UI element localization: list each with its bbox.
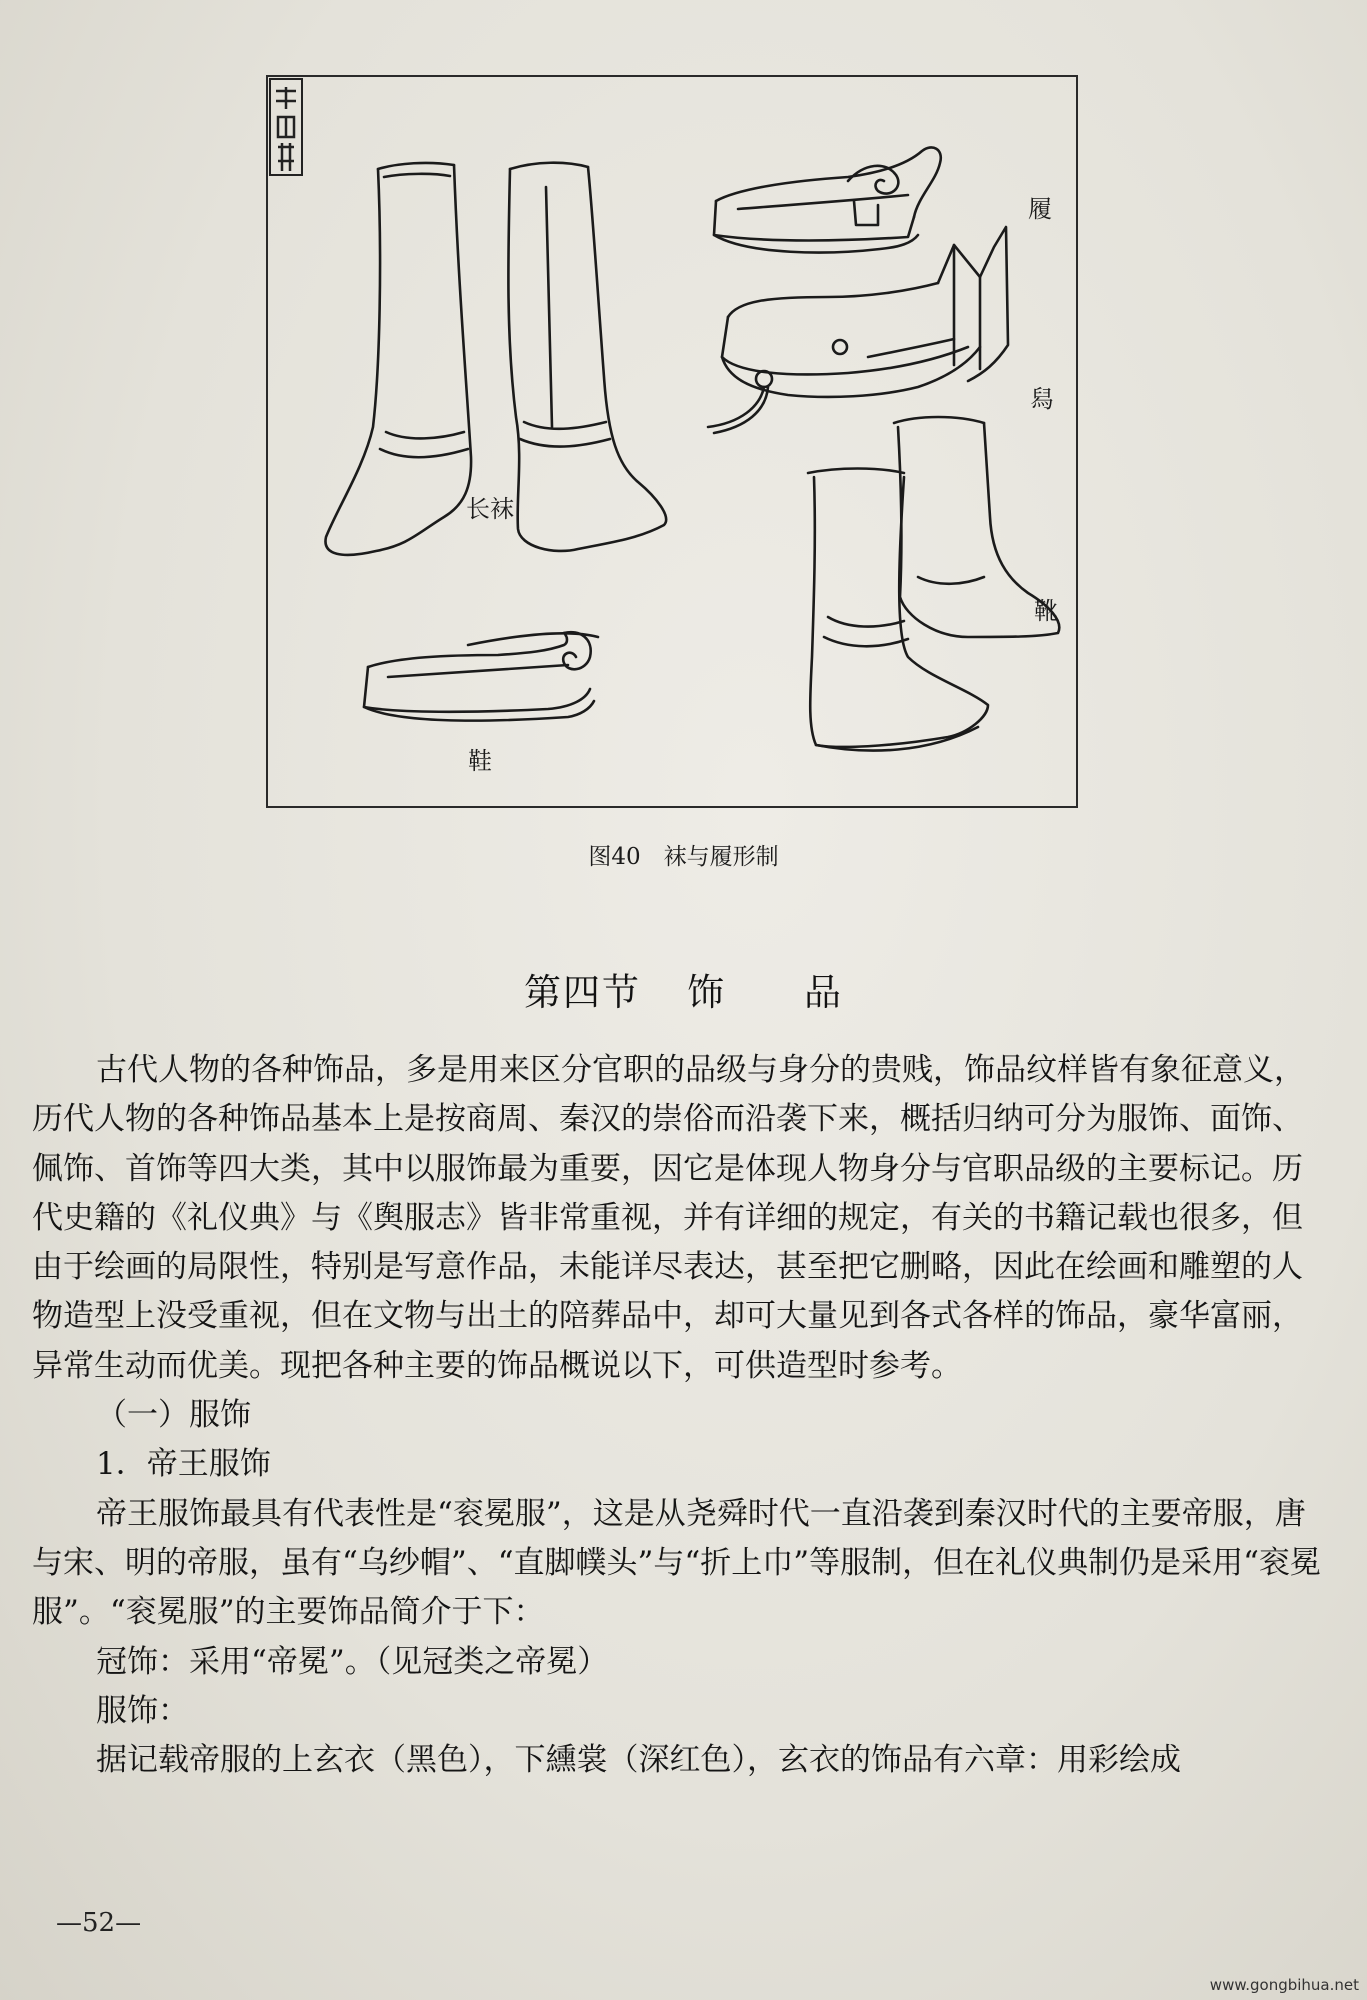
- label-lu: 履: [1028, 195, 1052, 223]
- paragraph-intro: 古代人物的各种饰品，多是用来区分官职的品级与身分的贵贱，饰品纹样皆有象征意义，历代人物的各种饰品基本上是按商周、秦汉的崇俗而沿袭下来，概括归纳可分为服饰、面饰、佩饰、首饰等四大类，其中以服饰最为重要，因它是体现人物身分与官职品级的主要标记。历代史籍的《礼仪典》与《舆服志》皆非常重视，并有详细的规定，有关的书籍记载也很多，但由于绘画的局限性，特别是写意作品，未能详尽表达，甚至把它删略，因此在绘画和雕塑的人物造型上没受重视，但在文物与出土的陪葬品中，却可大量见到各式各样的饰品，豪华富丽，异常生动而优美。现把各种主要的饰品概说以下，可供造型时参考。: [32, 1052, 1305, 1384]
- xi-shoe-drawing: [708, 227, 1008, 433]
- paragraph-garment-detail: 据记载帝服的上玄衣（黑色），下纁裳（深红色），玄衣的饰品有六章：用彩绘成: [96, 1742, 1181, 1779]
- section-heading: [0, 962, 1367, 1016]
- paragraph-crown: 冠饰：采用“帝冕”。（见冠类之帝冕）: [96, 1643, 609, 1680]
- section-heading-word-1: 饰: [687, 971, 726, 1014]
- socks-and-shoes-drawing: [268, 77, 1076, 806]
- paragraph-garment-label: 服饰：: [96, 1692, 189, 1729]
- long-sock-left-drawing: [325, 163, 471, 555]
- xie-shoe-drawing: [364, 632, 598, 721]
- label-xie: 鞋: [468, 747, 492, 775]
- artist-seal-icon: [268, 77, 304, 177]
- xue-boots-drawing: [808, 417, 1059, 751]
- watermark: www.gongbihua.net: [1209, 1976, 1359, 1994]
- lu-shoe-drawing: [714, 147, 941, 252]
- label-long-socks: 长袜: [466, 495, 514, 523]
- page-number: —52—: [56, 1908, 142, 1938]
- long-sock-right-drawing: [508, 163, 666, 551]
- label-xi: 舄: [1030, 385, 1054, 413]
- subheading-emperor: 1．帝王服饰: [96, 1446, 271, 1483]
- section-heading-number: 第四节: [524, 971, 641, 1014]
- label-xue: 靴: [1034, 597, 1058, 625]
- figure-caption: 图40 袜与履形制: [588, 844, 779, 870]
- illustration-frame: [266, 75, 1078, 808]
- paragraph-gunmian: 帝王服饰最具有代表性是“衮冕服”，这是从尧舜时代一直沿袭到秦汉时代的主要帝服，唐与宋、明的帝服，虽有“乌纱帽”、“直脚幞头”与“折上巾”等服制，但在礼仪典制仍是采用“衮冕服”。“衮冕服”的主要饰品简介于下：: [32, 1495, 1321, 1631]
- body-text: [32, 1046, 1322, 1785]
- subheading-clothing: （一）服饰: [96, 1397, 251, 1434]
- section-heading-word-2: 品: [804, 971, 843, 1014]
